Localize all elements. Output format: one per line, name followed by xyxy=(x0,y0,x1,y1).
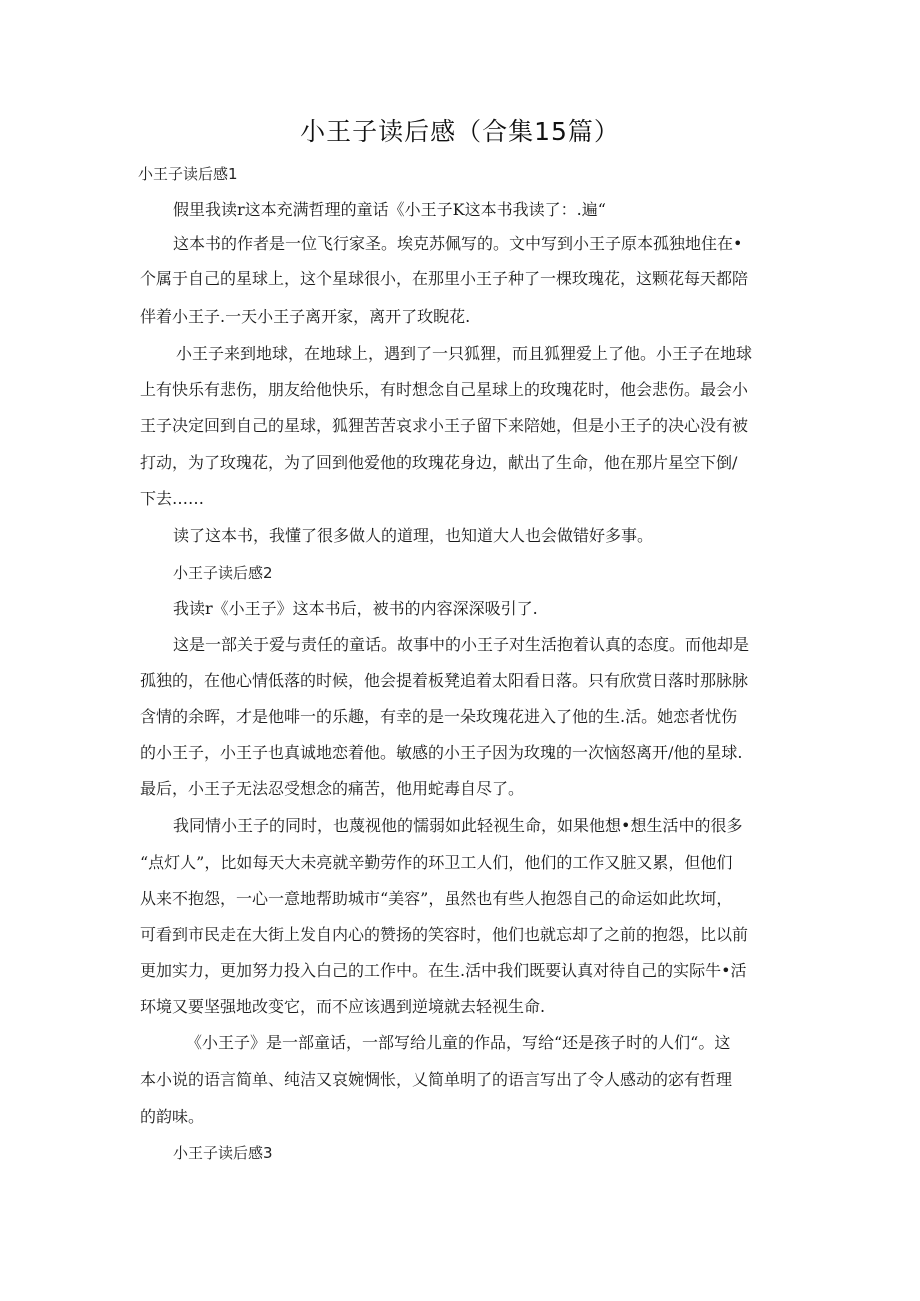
paragraph-line: 这是一部关于爱与责任的童话。故事中的小王子对生活抱着认真的态度。而他却是 xyxy=(173,635,750,654)
paragraph-line: 读了这本书，我懂了很多做人的道理，也知道大人也会做错好多事。 xyxy=(173,526,654,545)
section-heading-2: 小王子读后感2 xyxy=(173,564,273,582)
paragraph-line: 王子决定回到自己的星球，狐狸苦苦哀求小王子留下来陪她，但是小王子的决心没有被 xyxy=(140,416,749,435)
paragraph-line: 假里我读r这本充满哲理的童话《小王子K这本书我读了：.遍“ xyxy=(173,200,606,219)
paragraph-line: 这本书的作者是一位飞行家圣。埃克苏佩写的。文中写到小王子原本孤独地住在• xyxy=(173,234,743,253)
section-heading-1: 小王子读后感1 xyxy=(138,165,238,183)
paragraph-line: 打动，为了玫瑰花，为了回到他爱他的玫瑰花身边，献出了生命，他在那片星空下倒/ xyxy=(140,453,738,472)
paragraph-line: 孤独的，在他心情低落的时候，他会提着板凳追着太阳看日落。只有欣赏日落时那脉脉 xyxy=(140,671,749,690)
paragraph-line: 环境又要坚强地改变它，而不应该遇到逆境就去轻视生命. xyxy=(140,997,546,1016)
paragraph-line: 上有快乐有悲伤，朋友给他快乐，有时想念自己星球上的玫瑰花时，他会悲伤。最会小 xyxy=(140,380,749,399)
section-heading-3: 小王子读后感3 xyxy=(173,1144,273,1162)
paragraph-line: 小王子来到地球，在地球上，遇到了一只狐狸，而且狐狸爱上了他。小王子在地球 xyxy=(176,344,753,363)
paragraph-line: 本小说的语言简单、纯洁又哀婉惆怅，乂简单明了的语言写出了令人感动的宓有哲理 xyxy=(140,1070,733,1089)
paragraph-line: “点灯人”，比如每天大未亮就辛勤劳作的环卫工人们，他们的工作又脏又累，但他们 xyxy=(140,853,733,872)
paragraph-line: 我读r《小王子》这本书后，被书的内容深深吸引了. xyxy=(173,599,538,618)
paragraph-line: 的韵味。 xyxy=(140,1107,205,1126)
paragraph-line: 下去…… xyxy=(140,489,205,508)
paragraph-line: 从来不抱怨，一心一意地帮助城市“美容”，虽然也有些人抱怨自己的命运如此坎坷， xyxy=(140,889,733,908)
paragraph-line: 我同情小王子的同时，也蔑视他的懦弱如此轻视生命，如果他想•想生活中的很多 xyxy=(173,816,743,835)
paragraph-line: 伴着小王子.一天小王子离开家，离开了玫睨花. xyxy=(140,307,471,326)
paragraph-line: 可看到市民走在大街上发自内心的赞扬的笑容时，他们也就忘却了之前的抱怨，比以前 xyxy=(140,925,749,944)
paragraph-line: 含情的余晖，才是他啡一的乐趣，有幸的是一朵玫瑰花进入了他的生.活。她恋者忧伤 xyxy=(140,707,738,726)
paragraph-line: 个属于自己的星球上，这个星球很小，在那里小王子种了一棵玫瑰花，这颗花每天都陪 xyxy=(140,269,749,288)
paragraph-line: 更加实力，更加努力投入白己的工作中。在生.活中我们既要认真对待自己的实际牛•活 xyxy=(140,961,747,980)
paragraph-line: 的小王子，小王子也真诚地恋着他。敏感的小王子因为玫瑰的一次恼怒离开/他的星球. xyxy=(140,743,743,762)
paragraph-line: 《小王子》是一部童话，一部写给儿童的作品，写给“还是孩子时的人们“。这 xyxy=(186,1033,731,1052)
paragraph-line: 最后，小王子无法忍受想念的痛苦，他用蛇毒自尽了。 xyxy=(140,779,525,798)
document-title: 小王子读后感（合集15篇） xyxy=(300,117,620,146)
